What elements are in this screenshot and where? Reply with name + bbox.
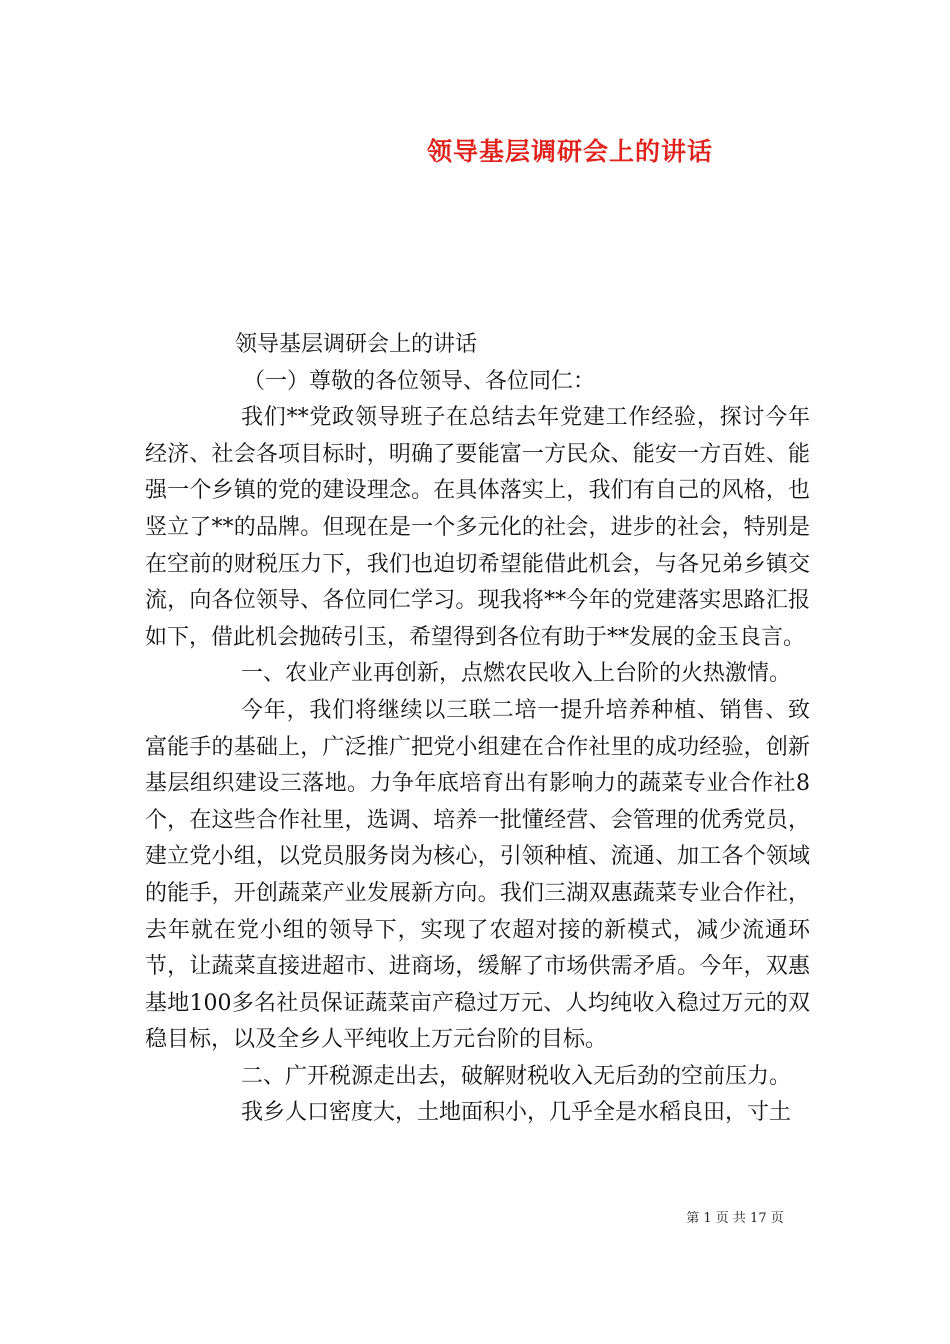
salutation: （一）尊敬的各位领导、各位同仁： [243, 368, 596, 394]
section-heading-1: 一、农业产业再创新，点燃农民收入上台阶的火热激情。 [241, 661, 792, 687]
page-number: 第 1 页 共 17 页 [686, 1211, 784, 1226]
paragraph-section-1: 今年，我们将继续以三联二培一提升培养种植、销售、致富能手的基础上，广泛推广把党小组建在合作社里的成功经验，创新基层组织建设三落地。力争年底培育出有影响力的蔬菜专业合作社8个，在这些合作社里，选调、培养一批懂经营、会管理的优秀党员，建立党小组，以党员服务岗为核心，引领种植、流通、加工各个领域的能手，开创蔬菜产业发展新方向。我们三湖双惠蔬菜专业合作社，去年就在党小组的领导下，实现了农超对接的新模式，减少流通环节，让蔬菜直接进超市、进商场，缓解了市场供需矛盾。今年，双惠基地100多名社员保证蔬菜亩产稳过万元、人均纯收入稳过万元的双稳目标，以及全乡人平纯收上万元台阶的目标。 [145, 697, 810, 1053]
page-title: 领导基层调研会上的讲话 [426, 137, 713, 166]
paragraph-section-2: 我乡人口密度大，土地面积小，几乎全是水稻良田，寸土 [241, 1100, 792, 1126]
paragraph-intro: 我们**党政领导班子在总结去年党建工作经验，探讨今年经济、社会各项目标时，明确了要能富一方民众、能安一方百姓、能强一个乡镇的党的建设理念。在具体落实上，我们有自己的风格，也竖立了**的品牌。但现在是一个多元化的社会，进步的社会，特别是在空前的财税压力下，我们也迫切希望能借此机会，与各兄弟乡镇交流，向各位领导、各位同仁学习。现我将**今年的党建落实思路汇报如下，借此机会抛砖引玉，希望得到各位有助于**发展的金玉良言。 [145, 405, 810, 650]
section-heading-2: 二、广开税源走出去，破解财税收入无后劲的空前压力。 [241, 1063, 792, 1089]
document-body [145, 327, 810, 1132]
document-subtitle: 领导基层调研会上的讲话 [235, 332, 478, 357]
